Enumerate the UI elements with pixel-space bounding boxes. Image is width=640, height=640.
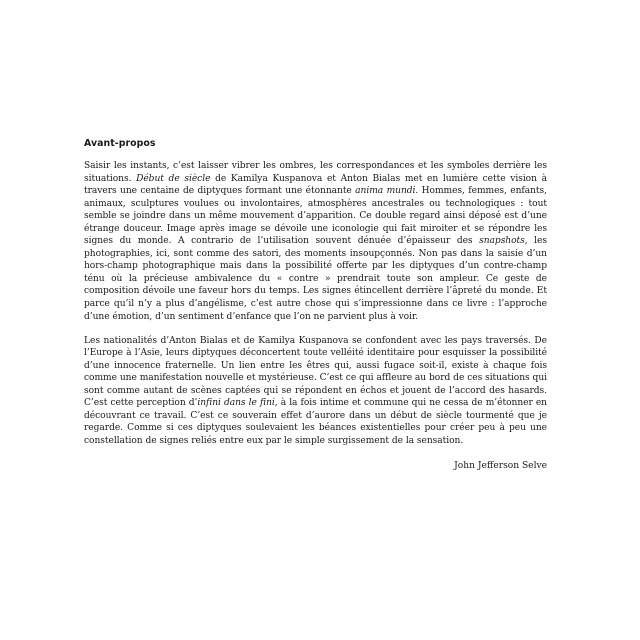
preface-page — [84, 138, 547, 472]
paragraph-1-run-5: . Hommes, femmes, enfants, animaux, sculptures voulues ou involontaires, atmosphères ancestrales ou technologiques : tout semble se joindre dans un même mouvement d’apparition. Ce double regard ainsi déposé est d’une étrange douceur. Image après image se dévoile une iconologie qui fait miroiter et se répondre les signes du monde. A contrario de l’utilisation souvent dénuée d’épaisseur des — [84, 186, 547, 247]
paragraph-1-run-2: Début de siècle — [136, 173, 211, 184]
paragraph-1 — [84, 160, 547, 323]
paragraph-1-run-6: snapshots — [479, 236, 525, 247]
paragraph-1-run-4: anima mundi — [355, 186, 416, 197]
page-title: Avant-propos — [84, 138, 156, 149]
paragraph-1-run-1: Saisir les instants, c’est laisser vibrer les ombres, les correspondances et les symboles derrière les situations. — [84, 161, 547, 184]
paragraph-1-run-3: de Kamilya Kuspanova et Anton Bialas met en lumière cette vision à travers une centaine de diptyques formant une étonnante — [84, 173, 547, 197]
paragraph-2 — [84, 335, 547, 448]
author-signature: John Jefferson Selve — [454, 460, 547, 471]
paragraph-1-run-7: , les photographies, ici, sont comme des satori, des moments insoupçonnés. Non pas dans la saisie d’un hors-champ photographique mais dans la possibilité offerte par les diptyques d’un contre-champ ténu où la précieuse ambivalence du « contre » prendrait toute son ampleur. Ce geste de composition dévoile une faveur hors du temps. Les signes étincellent derrière l’âpreté du monde. Et parce qu’il n’y a plus d’angélisme, c’est autre chose qui s’impressionne dans ce livre : l’approche d’une émotion, d’un sentiment d’enfance que l’on ne parvient plus à voir. — [84, 236, 547, 322]
paragraph-2-run-2: infini dans le fini — [197, 398, 275, 409]
paragraph-2-run-1: Les nationalités d’Anton Bialas et de Kamilya Kuspanova se confondent avec les pays traversés. De l’Europe à l’Asie, leurs diptyques déconcertent toute velléité identitaire pour esquisser la possibilité d’une innocence fraternelle. Un lien entre les êtres qui, aussi fugace soit-il, existe à chaque fois comme une manifestation nouvelle et mystérieuse. C’est ce qui affleure au bord de ces situations qui sont comme autant de scènes captées qui se répondent en échos et jouent de l’accord des hasards. C’est cette perception d’ — [84, 335, 547, 409]
paragraph-2-run-3: , à la fois intime et commune qui ne cessa de m’étonner en découvrant ce travail. C’est ce souverain effet d’aurore dans un début de siècle tourmenté que je regarde. Comme si ces diptyques soulevaient les béances existentielles pour créer peu à peu une constellation de signes reliés entre eux par le simple surgissement de la sensation. — [84, 398, 547, 446]
